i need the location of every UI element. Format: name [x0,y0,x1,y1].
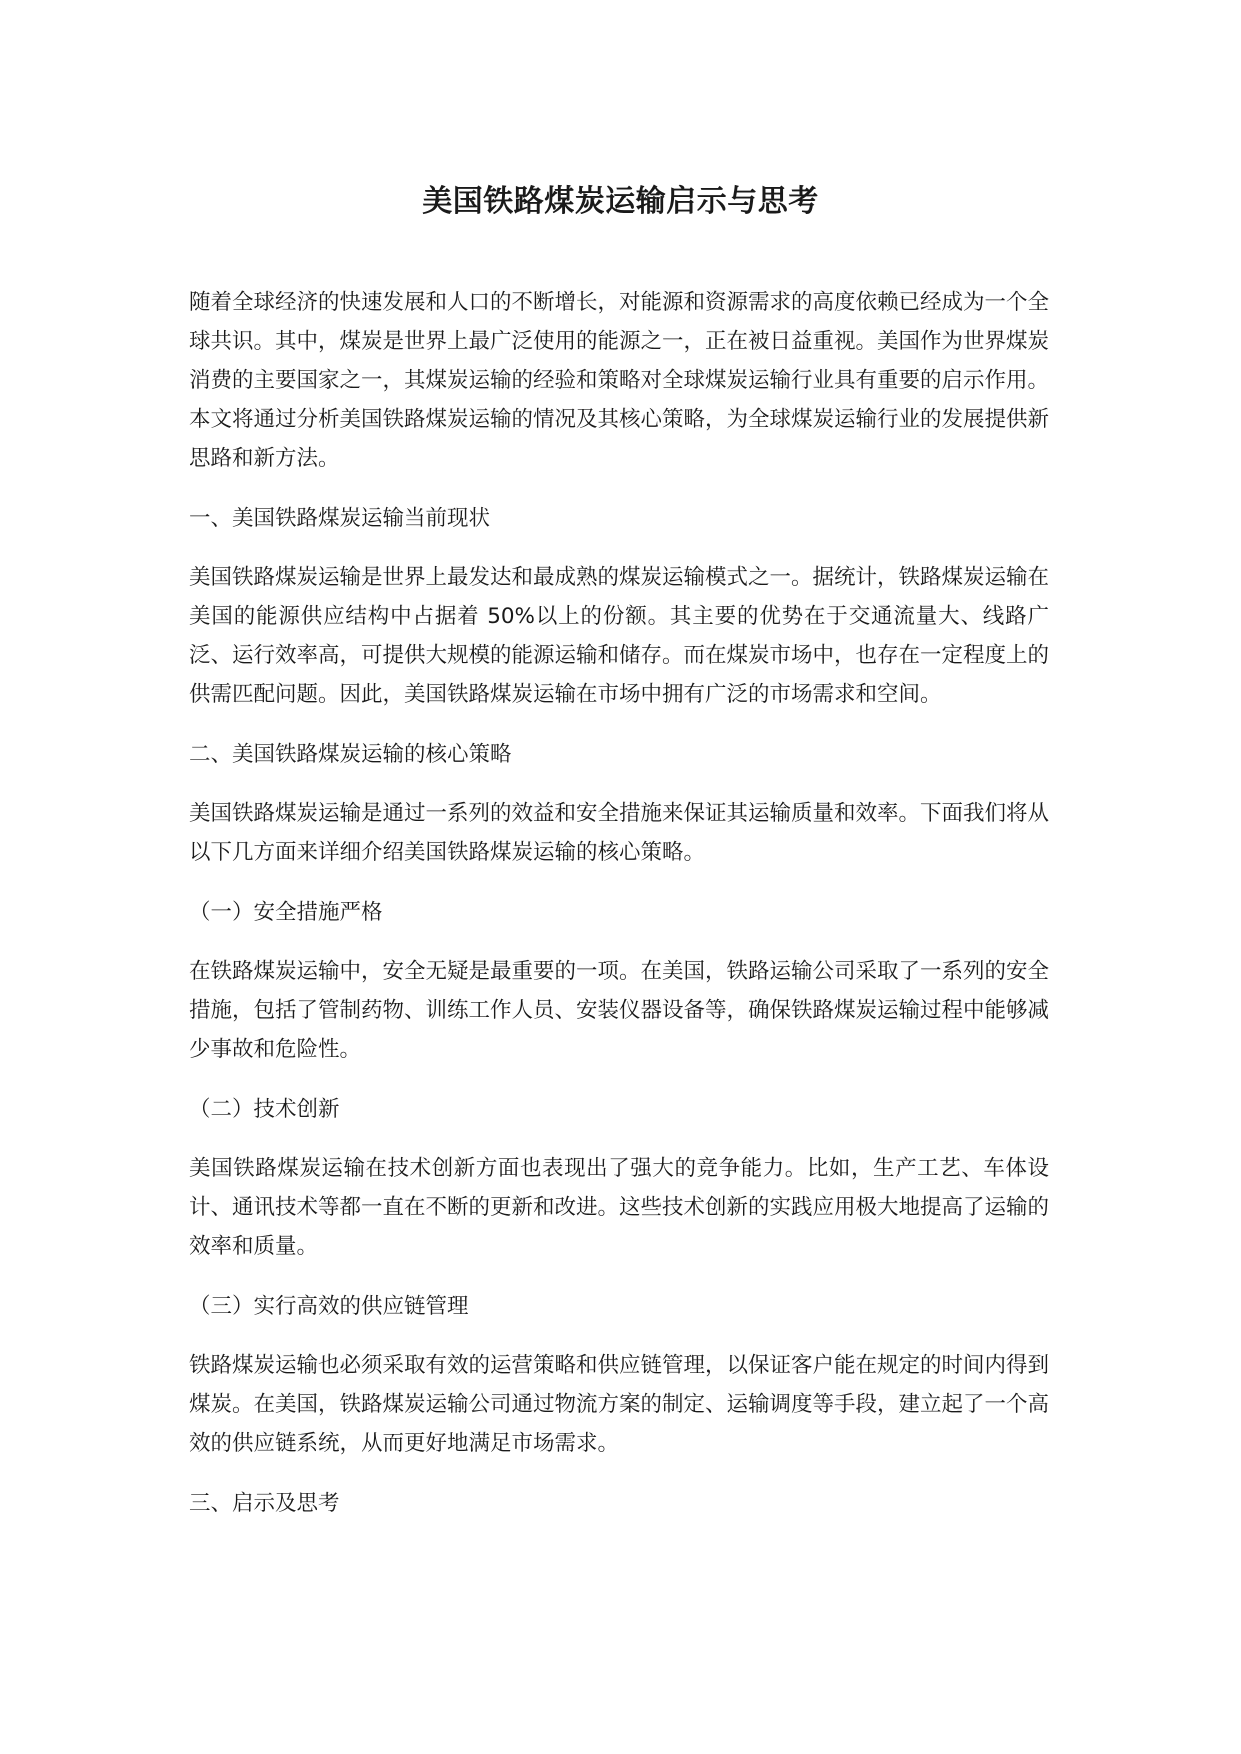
subsection-2-paragraph: 美国铁路煤炭运输在技术创新方面也表现出了强大的竞争能力。比如，生产工艺、车体设计、通讯技术等都一直在不断的更新和改进。这些技术创新的实践应用极大地提高了运输的效率和质量。 [189,1156,1050,1259]
subsection-1-heading: （一）安全措施严格 [189,900,383,925]
subsection-3-heading: （三）实行高效的供应链管理 [189,1294,469,1319]
document-body [189,283,1049,1523]
section-1-paragraph: 美国铁路煤炭运输是世界上最发达和最成熟的煤炭运输模式之一。据统计，铁路煤炭运输在美国的能源供应结构中占据着 50%以上的份额。其主要的优势在于交通流量大、线路广泛、运行效率高，可提供大规模的能源运输和储存。而在煤炭市场中，也存在一定程度上的供需匹配问题。因此，美国铁路煤炭运输在市场中拥有广泛的市场需求和空间。 [189,565,1050,707]
section-2-heading: 二、美国铁路煤炭运输的核心策略 [189,742,512,767]
subsection-1-paragraph: 在铁路煤炭运输中，安全无疑是最重要的一项。在美国，铁路运输公司采取了一系列的安全措施，包括了管制药物、训练工作人员、安装仪器设备等，确保铁路煤炭运输过程中能够减少事故和危险性。 [189,959,1050,1062]
intro-paragraph: 随着全球经济的快速发展和人口的不断增长，对能源和资源需求的高度依赖已经成为一个全球共识。其中，煤炭是世界上最广泛使用的能源之一，正在被日益重视。美国作为世界煤炭消费的主要国家之一，其煤炭运输的经验和策略对全球煤炭运输行业具有重要的启示作用。本文将通过分析美国铁路煤炭运输的情况及其核心策略，为全球煤炭运输行业的发展提供新思路和新方法。 [189,290,1050,471]
subsection-2-heading: （二）技术创新 [189,1097,340,1122]
section-3-heading: 三、启示及思考 [189,1491,340,1516]
section-2-paragraph: 美国铁路煤炭运输是通过一系列的效益和安全措施来保证其运输质量和效率。下面我们将从以下几方面来详细介绍美国铁路煤炭运输的核心策略。 [189,801,1050,865]
section-1-heading: 一、美国铁路煤炭运输当前现状 [189,506,491,531]
document-title: 美国铁路煤炭运输启示与思考 [422,184,819,219]
subsection-3-paragraph: 铁路煤炭运输也必须采取有效的运营策略和供应链管理，以保证客户能在规定的时间内得到煤炭。在美国，铁路煤炭运输公司通过物流方案的制定、运输调度等手段，建立起了一个高效的供应链系统，从而更好地满足市场需求。 [189,1353,1050,1456]
